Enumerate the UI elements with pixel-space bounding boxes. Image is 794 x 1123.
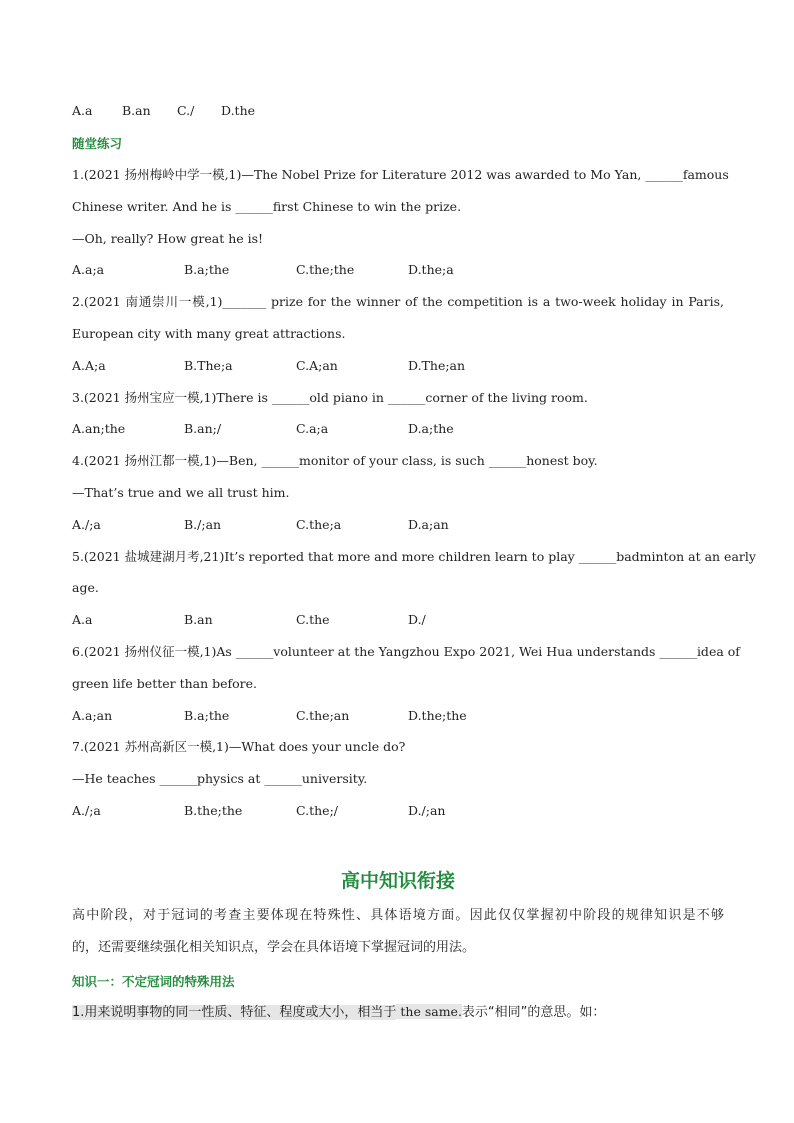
question-2-line-2: European city with many great attractions. — [72, 326, 346, 341]
q1-option-a: A.a;a — [72, 262, 105, 277]
option-a: A.a — [72, 103, 93, 118]
practice-heading: 随堂练习 — [72, 136, 123, 151]
point-1-english-phrase: the same. — [396, 1004, 462, 1019]
knowledge-heading: 知识一：不定冠词的特殊用法 — [72, 974, 235, 989]
q4-option-c: C.the;a — [296, 517, 342, 532]
intro-line-2: 的，还需要继续强化相关知识点，学会在具体语境下掌握冠词的用法。 — [72, 940, 476, 955]
q4-option-a: A./;a — [72, 517, 101, 532]
question-7-line-2: —He teaches ______physics at ______university. — [72, 771, 368, 786]
q5-option-b: B.an — [184, 612, 213, 627]
q6-option-a: A.a;an — [72, 708, 113, 723]
option-b: B.an — [122, 103, 151, 118]
question-1-stem: 1.(2021 扬州梅岭中学一模,1)—The Nobel Prize for Literature 2012 was awarded to Mo Yan, ______ — [72, 167, 683, 182]
question-1-line-2: Chinese writer. And he is ______first Chinese to win the prize. — [72, 199, 462, 214]
q5-option-c: C.the — [296, 612, 330, 627]
question-1-line-3: —Oh, really? How great he is! — [72, 231, 264, 246]
q2-option-a: A.A;a — [72, 358, 106, 373]
q4-option-d: D.a;an — [408, 517, 449, 532]
q3-option-d: D.a;the — [408, 421, 454, 436]
q1-option-d: D.the;a — [408, 262, 454, 277]
section-title: 高中知识衔接 — [340, 870, 455, 892]
q6-option-b: B.a;the — [184, 708, 230, 723]
q7-option-b: B.the;the — [184, 803, 243, 818]
point-1-highlighted-text: 1.用来说明事物的同一性质、特征、程度或大小，相当于 — [72, 1005, 397, 1020]
q2-option-b: B.The;a — [184, 358, 233, 373]
point-1 — [72, 1003, 605, 1022]
q2-option-c: C.A;an — [296, 358, 338, 373]
question-5-line-1: 5.(2021 盐城建湖月考,21)It’s reported that more and more children learn to play ______badminton at an early — [72, 549, 756, 564]
q5-option-d: D./ — [408, 612, 426, 627]
question-5-line-2: age. — [72, 580, 99, 595]
intro-line-1: 高中阶段，对于冠词的考查主要体现在特殊性、具体语境方面。因此仅仅掌握初中阶段的规律知识是不够 — [72, 908, 724, 923]
q2-option-d: D.The;an — [408, 358, 466, 373]
q6-option-c: C.the;an — [296, 708, 350, 723]
question-2-line-1: 2.(2021 南通崇川一模,1)_______ prize for the winner of the competition is a two-week holiday in Paris, — [72, 294, 724, 309]
question-4-line-1: 4.(2021 扬州江都一模,1)—Ben, ______monitor of your class, is such ______honest boy. — [72, 453, 598, 468]
option-d: D.the — [221, 103, 256, 118]
q7-option-c: C.the;/ — [296, 803, 338, 818]
q3-option-b: B.an;/ — [184, 421, 222, 436]
q7-option-a: A./;a — [72, 803, 101, 818]
q3-option-c: C.a;a — [296, 421, 329, 436]
option-c: C./ — [177, 103, 195, 118]
question-3-line-1: 3.(2021 扬州宝应一模,1)There is ______old piano in ______corner of the living room. — [72, 390, 588, 405]
question-1-line-1 — [72, 166, 729, 184]
question-6-line-2: green life better than before. — [72, 676, 258, 691]
q3-option-a: A.an;the — [72, 421, 126, 436]
q7-option-d: D./;an — [408, 803, 446, 818]
question-6-line-1: 6.(2021 扬州仪征一模,1)As ______volunteer at the Yangzhou Expo 2021, Wei Hua understands ______idea of — [72, 644, 740, 659]
question-1-stem-end: famous — [682, 167, 729, 182]
question-4-line-2: —That’s true and we all trust him. — [72, 485, 290, 500]
point-1-rest: 表示“相同”的意思。如： — [461, 1005, 606, 1020]
q6-option-d: D.the;the — [408, 708, 467, 723]
q1-option-b: B.a;the — [184, 262, 230, 277]
q1-option-c: C.the;the — [296, 262, 355, 277]
q5-option-a: A.a — [72, 612, 93, 627]
question-7-line-1: 7.(2021 苏州高新区一模,1)—What does your uncle do? — [72, 739, 406, 754]
q4-option-b: B./;an — [184, 517, 222, 532]
